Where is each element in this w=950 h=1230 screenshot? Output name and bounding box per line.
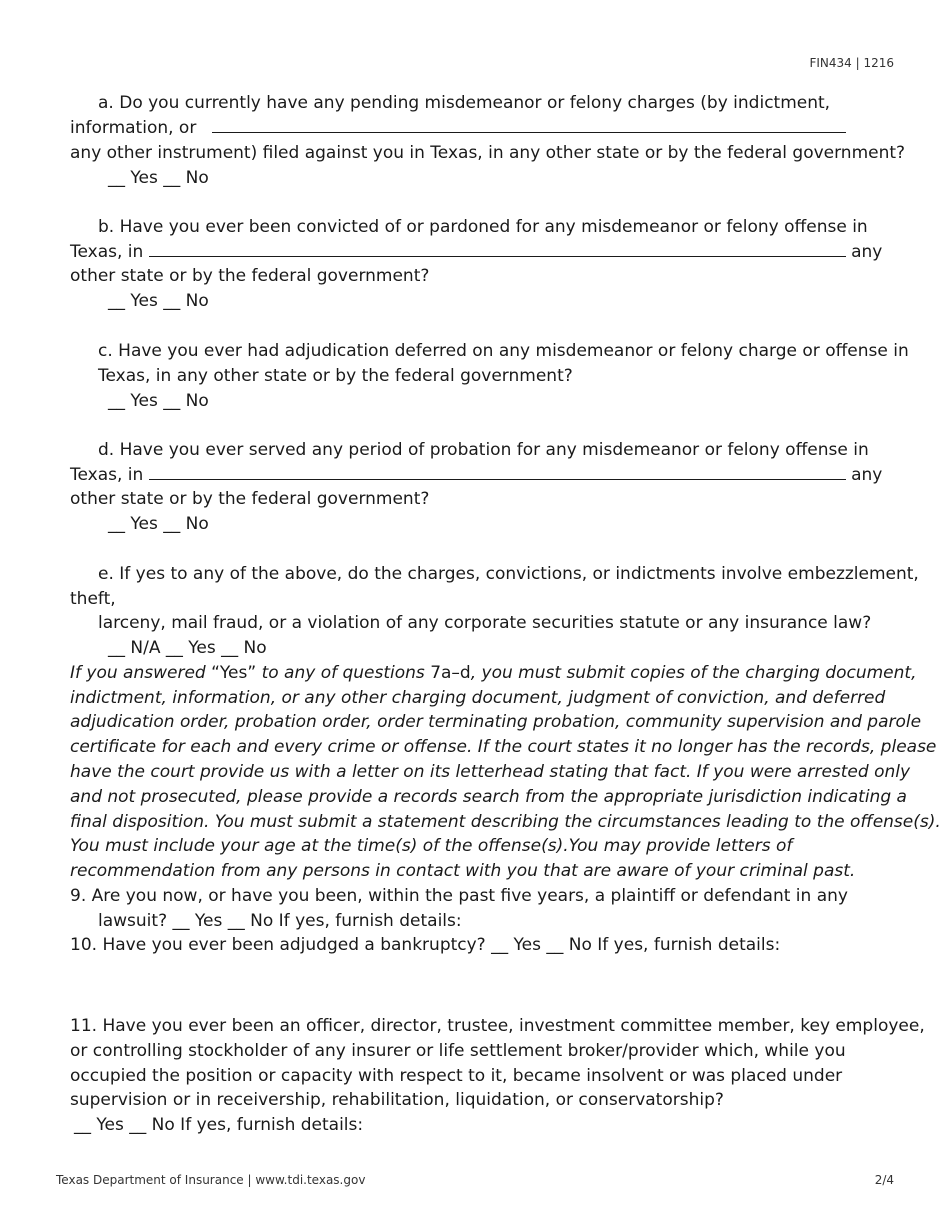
form-id: FIN434 | 1216: [809, 56, 894, 70]
instructions-line-2: indictment, information, or any other charging document, judgment of conviction, and deferred: [70, 688, 886, 708]
question-d-blank-line[interactable]: [149, 463, 846, 480]
instructions-line-7: final disposition. You must submit a statement describing the circumstances leading to the offense(s).: [70, 812, 941, 832]
footer-page-number: 2/4: [874, 1173, 894, 1187]
instructions-line-9: recommendation from any persons in contact with you that are aware of your criminal past.: [70, 861, 856, 881]
instructions-text: If you answered: [70, 663, 212, 683]
instructions-line-1: [70, 661, 916, 686]
instructions-text: to any of questions: [256, 663, 431, 683]
question-b-line-2-prefix: Texas, in: [70, 242, 149, 262]
question-10-line-1[interactable]: 10. Have you ever been adjudged a bankruptcy? __ Yes __ No If yes, furnish details:: [70, 935, 781, 955]
question-b-line-1: b. Have you ever been convicted of or pardoned for any misdemeanor or felony offense in: [98, 217, 868, 237]
question-b-line-2: [70, 240, 882, 265]
question-d-line-2-prefix: Texas, in: [70, 465, 149, 485]
question-11-line-2: or controlling stockholder of any insurer or life settlement broker/provider which, while you: [70, 1041, 846, 1061]
question-b-line-3: other state or by the federal government?: [70, 266, 430, 286]
question-d-line-2: [70, 463, 882, 488]
question-a-line-2-text: information, or: [70, 118, 202, 138]
instructions-line-6: and not prosecuted, please provide a records search from the appropriate jurisdiction indicating a: [70, 787, 907, 807]
instructions-line-3: adjudication order, probation order, order terminating probation, community supervision and parole: [70, 712, 922, 732]
question-a-blank-line[interactable]: [212, 116, 846, 133]
instructions-line-8: You must include your age at the time(s) of the offense(s).You may provide letters of: [70, 836, 793, 856]
instructions-line-5: have the court provide us with a letter on its letterhead stating that fact. If you were arrested only: [70, 762, 911, 782]
footer-agency: Texas Department of Insurance | www.tdi.texas.gov: [56, 1173, 366, 1187]
question-e-line-1: e. If yes to any of the above, do the charges, convictions, or indictments involve embezzlement,: [98, 564, 919, 584]
question-9-line-1: 9. Are you now, or have you been, within the past five years, a plaintiff or defendant in any: [70, 886, 848, 906]
question-9-line-2[interactable]: lawsuit? __ Yes __ No If yes, furnish details:: [98, 911, 462, 931]
question-c-options[interactable]: __ Yes __ No: [108, 391, 209, 411]
question-e-line-3: larceny, mail fraud, or a violation of any corporate securities statute or any insurance law?: [98, 613, 872, 633]
question-e-options[interactable]: __ N/A __ Yes __ No: [108, 638, 267, 658]
question-b-blank-line[interactable]: [149, 240, 846, 257]
question-a-line-1: a. Do you currently have any pending misdemeanor or felony charges (by indictment,: [98, 93, 831, 113]
question-a-line-2: [70, 116, 846, 141]
question-d-line-1: d. Have you ever served any period of probation for any misdemeanor or felony offense in: [98, 440, 869, 460]
question-d-line-3: other state or by the federal government?: [70, 489, 430, 509]
question-b-options[interactable]: __ Yes __ No: [108, 291, 209, 311]
question-c-line-1: c. Have you ever had adjudication deferred on any misdemeanor or felony charge or offense in: [98, 341, 909, 361]
instructions-question-range: 7a–d: [430, 663, 471, 683]
question-11-line-3: occupied the position or capacity with respect to it, became insolvent or was placed under: [70, 1066, 843, 1086]
question-e-line-2: theft,: [70, 589, 116, 609]
question-d-line-2-suffix: any: [845, 465, 883, 485]
question-11-options[interactable]: __ Yes __ No If yes, furnish details:: [74, 1115, 364, 1135]
question-11-line-1: 11. Have you ever been an officer, director, trustee, investment committee member, key employee,: [70, 1016, 925, 1036]
question-d-options[interactable]: __ Yes __ No: [108, 514, 209, 534]
question-a-options[interactable]: __ Yes __ No: [108, 168, 209, 188]
question-a-line-3: any other instrument) filed against you in Texas, in any other state or by the federal government?: [70, 143, 906, 163]
instructions-text: , you must submit copies of the charging document,: [470, 663, 917, 683]
question-c-line-2: Texas, in any other state or by the federal government?: [98, 366, 573, 386]
instructions-line-4: certificate for each and every crime or offense. If the court states it no longer has the records, please: [70, 737, 937, 757]
question-b-line-2-suffix: any: [845, 242, 883, 262]
question-11-line-4: supervision or in receivership, rehabilitation, liquidation, or conservatorship?: [70, 1090, 724, 1110]
instructions-yes-quote: “Yes”: [211, 663, 257, 683]
